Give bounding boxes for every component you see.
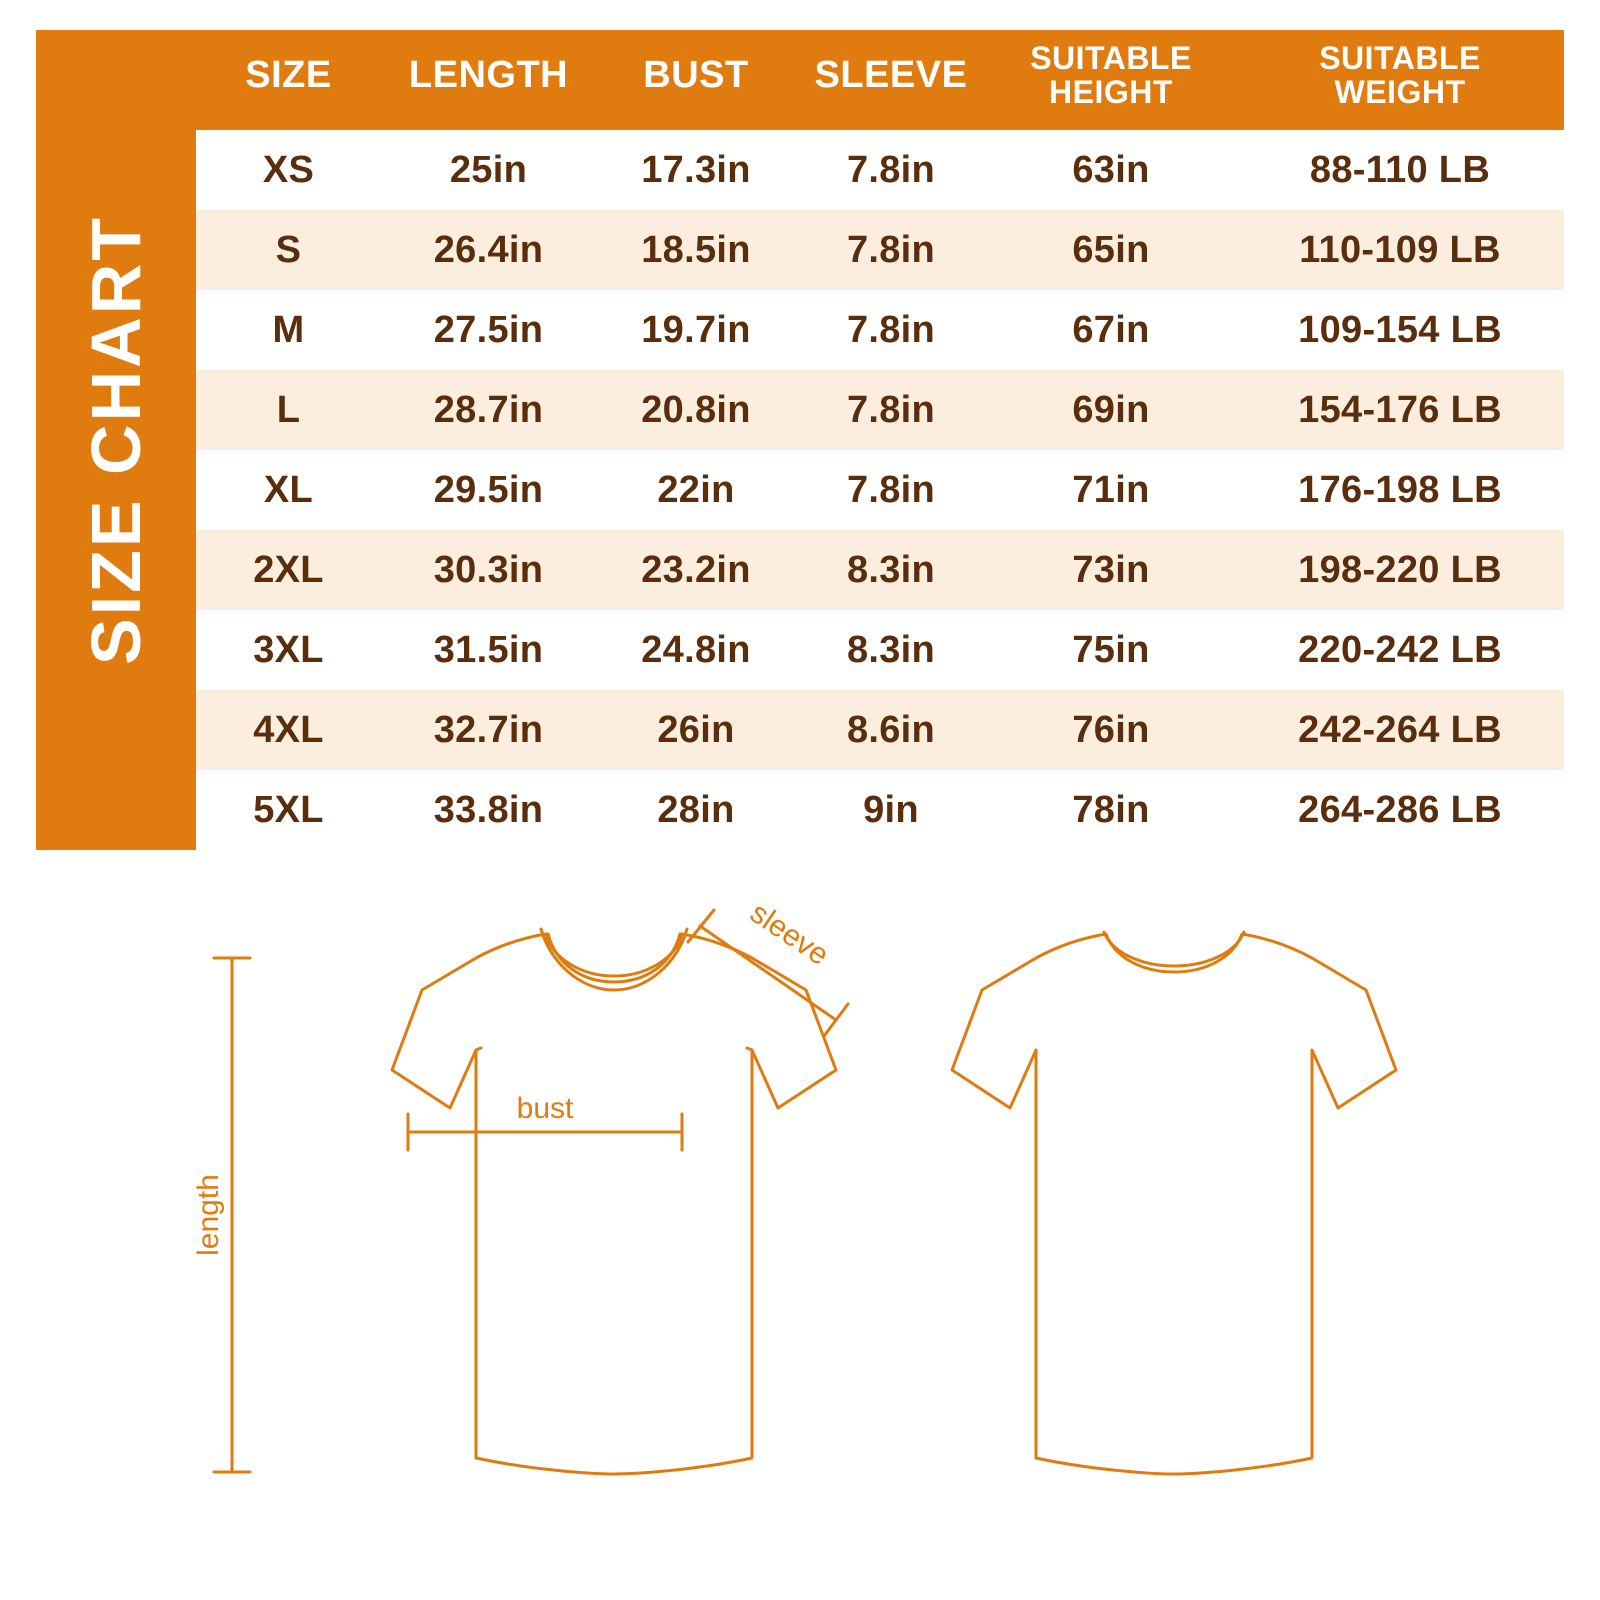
cell-bust: 24.8in	[596, 610, 796, 690]
column-header-suitable-height-line2: HEIGHT	[1049, 74, 1173, 110]
size-chart-vertical-title	[36, 30, 196, 850]
table-row	[196, 610, 1564, 690]
cell-length: 33.8in	[381, 770, 596, 850]
table-row	[196, 530, 1564, 610]
cell-bust: 20.8in	[596, 370, 796, 450]
cell-size: 3XL	[196, 610, 381, 690]
table-row	[196, 210, 1564, 290]
cell-bust: 19.7in	[596, 290, 796, 370]
cell-size: XS	[196, 130, 381, 210]
size-table-wrapper	[196, 30, 1564, 850]
cell-length: 28.7in	[381, 370, 596, 450]
cell-height: 76in	[986, 690, 1236, 770]
cell-height: 67in	[986, 290, 1236, 370]
cell-height: 63in	[986, 130, 1236, 210]
cell-weight: 176-198 LB	[1236, 450, 1564, 530]
size-chart-panel	[36, 30, 1564, 850]
cell-sleeve: 8.3in	[796, 530, 986, 610]
table-row	[196, 290, 1564, 370]
cell-weight: 110-109 LB	[1236, 210, 1564, 290]
cell-height: 75in	[986, 610, 1236, 690]
cell-sleeve: 8.3in	[796, 610, 986, 690]
cell-length: 25in	[381, 130, 596, 210]
cell-size: XL	[196, 450, 381, 530]
sleeve-label: sleeve	[744, 896, 835, 973]
cell-weight: 242-264 LB	[1236, 690, 1564, 770]
size-table	[196, 30, 1564, 850]
cell-weight: 154-176 LB	[1236, 370, 1564, 450]
cell-size: 4XL	[196, 690, 381, 770]
cell-size: 5XL	[196, 770, 381, 850]
cell-sleeve: 7.8in	[796, 450, 986, 530]
cell-size: 2XL	[196, 530, 381, 610]
column-header-suitable-height	[986, 30, 1236, 130]
cell-bust: 23.2in	[596, 530, 796, 610]
cell-weight: 109-154 LB	[1236, 290, 1564, 370]
cell-length: 27.5in	[381, 290, 596, 370]
cell-sleeve: 7.8in	[796, 370, 986, 450]
cell-bust: 26in	[596, 690, 796, 770]
cell-weight: 198-220 LB	[1236, 530, 1564, 610]
column-header-sleeve: SLEEVE	[796, 30, 986, 130]
table-row	[196, 690, 1564, 770]
cell-length: 29.5in	[381, 450, 596, 530]
cell-height: 78in	[986, 770, 1236, 850]
cell-bust: 28in	[596, 770, 796, 850]
size-chart-title-text: SIZE CHART	[77, 215, 155, 665]
cell-sleeve: 7.8in	[796, 130, 986, 210]
cell-sleeve: 9in	[796, 770, 986, 850]
column-header-size: SIZE	[196, 30, 381, 130]
column-header-suitable-weight	[1236, 30, 1564, 130]
table-row	[196, 770, 1564, 850]
length-label: length	[192, 1174, 225, 1256]
cell-length: 31.5in	[381, 610, 596, 690]
cell-weight: 220-242 LB	[1236, 610, 1564, 690]
cell-weight: 264-286 LB	[1236, 770, 1564, 850]
size-table-header-row	[196, 30, 1564, 130]
cell-height: 69in	[986, 370, 1236, 450]
table-row	[196, 130, 1564, 210]
cell-bust: 18.5in	[596, 210, 796, 290]
cell-weight: 88-110 LB	[1236, 130, 1564, 210]
cell-height: 73in	[986, 530, 1236, 610]
tshirt-front-outline	[392, 929, 836, 1474]
cell-bust: 22in	[596, 450, 796, 530]
cell-length: 26.4in	[381, 210, 596, 290]
cell-size: S	[196, 210, 381, 290]
table-row	[196, 450, 1564, 530]
cell-sleeve: 8.6in	[796, 690, 986, 770]
bust-label: bust	[516, 1092, 574, 1125]
table-row	[196, 370, 1564, 450]
cell-size: M	[196, 290, 381, 370]
cell-height: 71in	[986, 450, 1236, 530]
measurement-diagram	[36, 880, 1564, 1580]
cell-bust: 17.3in	[596, 130, 796, 210]
column-header-suitable-weight-line1: SUITABLE	[1319, 40, 1481, 77]
cell-size: L	[196, 370, 381, 450]
cell-height: 65in	[986, 210, 1236, 290]
column-header-suitable-height-line1: SUITABLE	[1030, 40, 1192, 77]
cell-sleeve: 7.8in	[796, 210, 986, 290]
column-header-bust: BUST	[596, 30, 796, 130]
tshirt-back-outline	[952, 932, 1396, 1474]
cell-length: 30.3in	[381, 530, 596, 610]
cell-length: 32.7in	[381, 690, 596, 770]
cell-sleeve: 7.8in	[796, 290, 986, 370]
column-header-length: LENGTH	[381, 30, 596, 130]
column-header-suitable-weight-line2: WEIGHT	[1334, 74, 1466, 110]
